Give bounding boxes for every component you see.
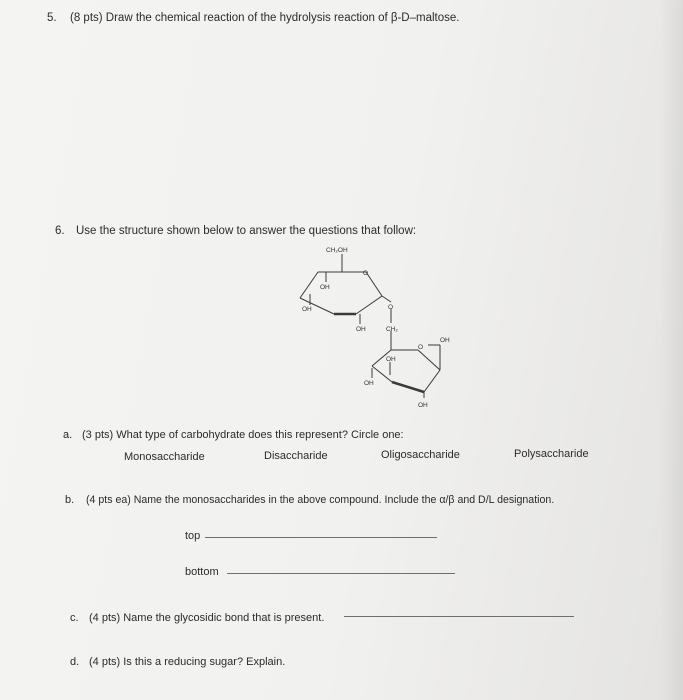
ring1-bottom-oh-label: OH xyxy=(356,326,366,333)
top-answer-line[interactable] xyxy=(205,537,437,538)
ring2-oxygen-label: O xyxy=(418,344,424,351)
part-d-letter: d. xyxy=(70,656,80,668)
top-ring xyxy=(300,254,394,324)
ring1-inner-oh-label: OH xyxy=(320,284,330,291)
ring2-bottom-oh-label: OH xyxy=(418,402,428,409)
part-c-letter: c. xyxy=(70,612,79,624)
question-5-number: 5. xyxy=(47,12,57,24)
part-a-text: (3 pts) What type of carbohydrate does this represent? Circle one: xyxy=(82,429,404,441)
ring1-left-oh-label: OH xyxy=(302,306,312,313)
question-5-text: (8 pts) Draw the chemical reaction of the hydrolysis reaction of β-D–maltose. xyxy=(70,12,460,24)
option-polysaccharide[interactable]: Polysaccharide xyxy=(514,448,589,460)
option-oligosaccharide[interactable]: Oligosaccharide xyxy=(381,449,460,461)
part-d-text: (4 pts) Is this a reducing sugar? Explain. xyxy=(89,656,286,668)
bottom-answer-line[interactable] xyxy=(227,573,455,574)
question-6-number: 6. xyxy=(55,225,65,237)
ring2-left-oh-label: OH xyxy=(364,380,374,387)
ch2-label: CH₂ xyxy=(386,326,398,333)
option-monosaccharide[interactable]: Monosaccharide xyxy=(124,451,205,463)
part-c-answer-line[interactable] xyxy=(344,616,574,617)
part-c-text: (4 pts) Name the glycosidic bond that is present. xyxy=(89,612,325,624)
question-6-text: Use the structure shown below to answer the questions that follow: xyxy=(76,225,417,237)
bottom-answer-label: bottom xyxy=(185,566,219,578)
bottom-ring xyxy=(372,331,440,398)
ring2-inner-oh-label: OH xyxy=(386,356,396,363)
option-disaccharide[interactable]: Disaccharide xyxy=(264,450,328,462)
part-b-text: (4 pts ea) Name the monosaccharides in the above compound. Include the α/β and D/L designation. xyxy=(86,494,555,506)
part-b-letter: b. xyxy=(65,494,75,506)
ring1-oxygen-label: O xyxy=(363,270,369,277)
ring2-right-oh-label: OH xyxy=(440,337,450,344)
part-a-letter: a. xyxy=(63,429,73,441)
top-answer-label: top xyxy=(185,530,201,542)
link-oxygen-label: O xyxy=(388,304,394,311)
ch2oh-label: CH₂OH xyxy=(326,247,348,254)
